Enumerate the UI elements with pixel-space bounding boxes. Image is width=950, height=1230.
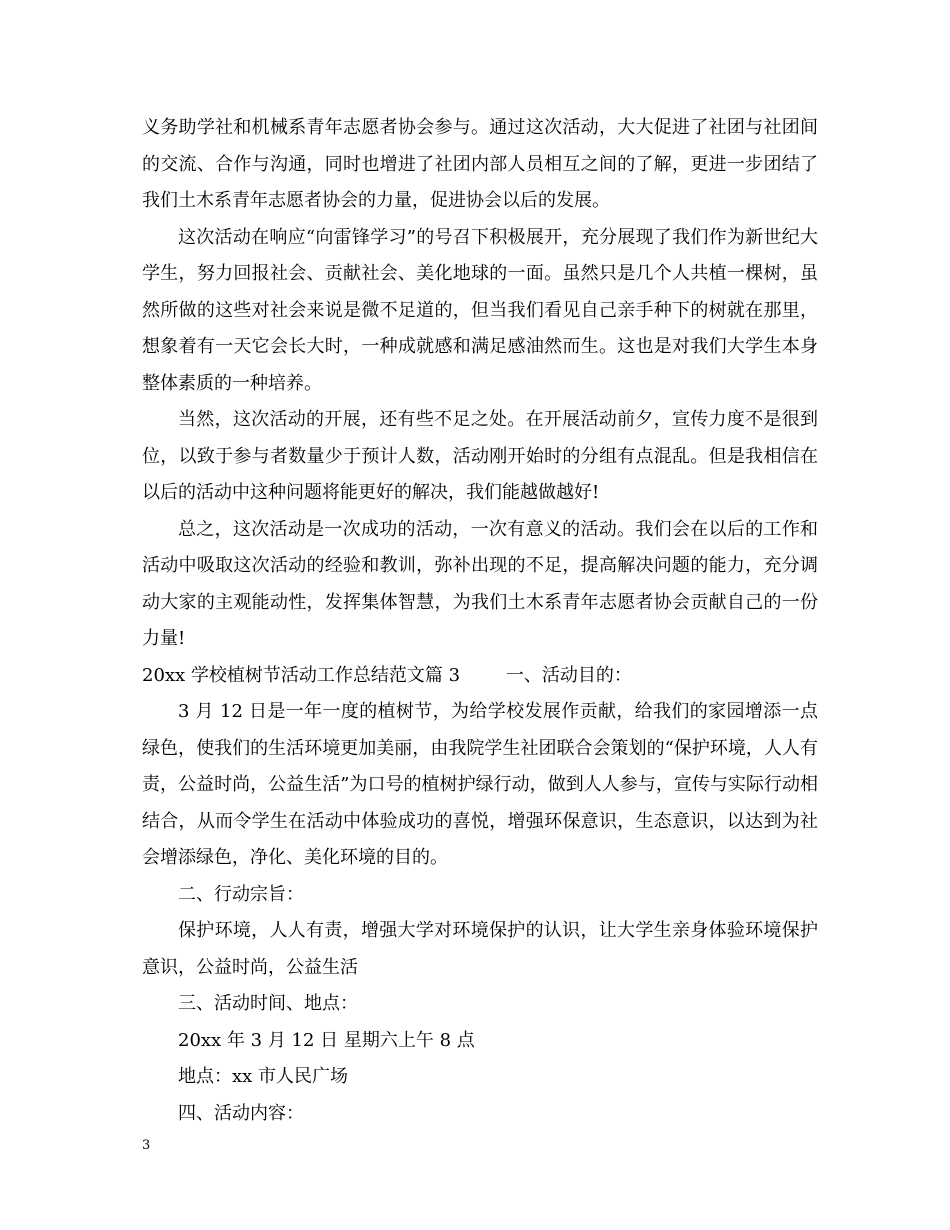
page-number: 3 — [142, 1138, 151, 1153]
paragraph: 义务助学社和机械系青年志愿者协会参与。通过这次活动，大大促进了社团与社团间的交流、合作与沟通，同时也增进了社团内部人员相互之间的了解，更进一步团结了我们土木系青年志愿者协会的力量，促进协会以后的发展。 — [142, 117, 818, 211]
section-heading: 二、行动宗旨： — [178, 883, 304, 905]
paragraph: 当然，这次活动的开展，还有些不足之处。在开展活动前夕，宣传力度不是很到位，以致于参与者数量少于预计人数，活动刚开始时的分组有点混乱。但是我相信在以后的活动中这种问题将能更好的解决，我们能越做越好! — [142, 409, 818, 503]
section-title: 20xx 学校植树节活动工作总结范文篇 3 一、活动目的： — [142, 664, 632, 686]
paragraph: 保护环境，人人有责，增强大学对环境保护的认识，让大学生亲身体验环境保护意识，公益时尚，公益生活 — [142, 920, 818, 978]
event-location: 地点：xx 市人民广场 — [178, 1066, 349, 1087]
paragraph: 总之，这次活动是一次成功的活动，一次有意义的活动。我们会在以后的工作和活动中吸取这次活动的经验和教训，弥补出现的不足，提高解决问题的能力，充分调动大家的主观能动性，发挥集体智慧，为我们土木系青年志愿者协会贡献自己的一份力量! — [142, 518, 818, 649]
event-date: 20xx 年 3 月 12 日 星期六上午 8 点 — [178, 1029, 475, 1051]
section-heading: 四、活动内容： — [178, 1102, 304, 1124]
paragraph: 3 月 12 日是一年一度的植树节，为给学校发展作贡献，给我们的家园增添一点绿色，使我们的生活环境更加美丽，由我院学生社团联合会策划的“保护环境，人人有责，公益时尚，公益生活”为口号的植树护绿行动，做到人人参与，宣传与实际行动相结合，从而令学生在活动中体验成功的喜悦，增强环保意识，生态意识，以达到为社会增添绿色，净化、美化环境的目的。 — [142, 701, 818, 868]
document-body — [142, 110, 818, 1132]
paragraph: 这次活动在响应“向雷锋学习”的号召下积极展开，充分展现了我们作为新世纪大学生，努力回报社会、贡献社会、美化地球的一面。虽然只是几个人共植一棵树，虽然所做的这些对社会来说是微不足道的，但当我们看见自己亲手种下的树就在那里，想象着有一天它会长大时，一种成就感和满足感油然而生。这也是对我们大学生本身整体素质的一种培养。 — [142, 226, 818, 394]
section-heading: 三、活动时间、地点： — [178, 993, 358, 1014]
